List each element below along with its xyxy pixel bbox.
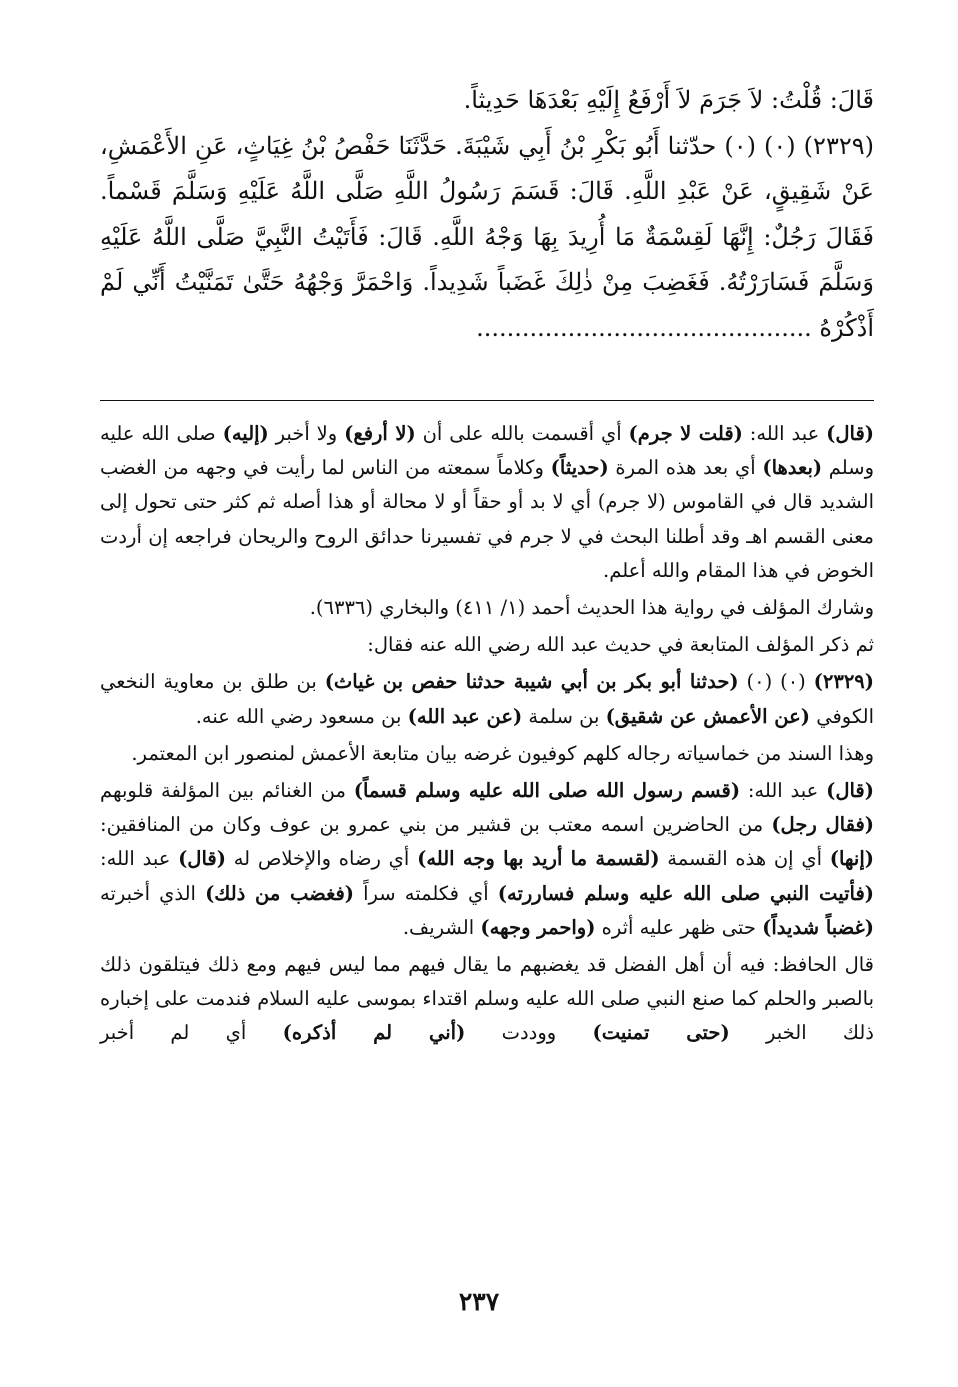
bold-quote: (لقسمة ما أريد بها وجه الله) [417, 847, 660, 871]
commentary-paragraph: وشارك المؤلف في رواية هذا الحديث أحمد (١/ ٤١١) والبخاري (٦٣٣٦). [309, 596, 874, 620]
bold-quote: (قال) [826, 422, 875, 445]
page-number: ٢٣٧ [458, 1287, 500, 1316]
main-hadith-text [100, 78, 874, 351]
bold-quote: (واحمر وجهه) [480, 915, 596, 939]
bold-quote: (قال) [178, 847, 226, 871]
main-hadith-paragraph: (٢٣٢٩) (٠) (٠) حدّثنا أَبُو بَكْرِ بْنُ أَبِي شَيْبَةَ. حَدَّثَنَا حَفْصُ بْنُ غِيَاثٍ، عَنِ الأَعْمَشِ، عَنْ شَقِيقٍ، عَنْ عَبْدِ اللَّهِ. قَالَ: قَسَمَ رَسُولُ اللَّهِ صَلَّى اللَّهُ عَلَيْهِ وَسَلَّمَ قَسْماً. فَقَالَ رَجُلٌ: إِنَّهَا لَقِسْمَةٌ مَا أُرِيدَ بِهَا وَجْهُ اللَّهِ. قَالَ: فَأَتَيْتُ النَّبِيَّ صَلَّى اللَّهُ عَلَيْهِ وَسَلَّمَ فَسَارَرْتُهُ. فَغَضِبَ مِنْ ذٰلِكَ غَضَباً شَدِيداً. وَاحْمَرَّ وَجْهُهُ حَتَّىٰ تَمَنَّيْتُ أَنِّي لَمْ أَذْكُرْهُ ............................................ [100, 131, 874, 342]
bold-quote: (إليه) [222, 422, 269, 445]
bold-quote: (قال) [826, 779, 874, 803]
bold-quote: (أني لم أذكره) [282, 1021, 466, 1045]
main-line-1: قَالَ: قُلْتُ: لاَ جَرَمَ لاَ أَرْفَعُ إِلَيْهِ بَعْدَهَا حَدِيثاً. [463, 86, 874, 114]
bold-quote: (لا أرفع) [344, 422, 416, 445]
bold-quote: (غضباً شديداً) [762, 915, 874, 939]
bold-quote: (قسم رسول الله صلى الله عليه وسلم قسماً) [353, 779, 741, 803]
commentary-paragraph: ثم ذكر المؤلف المتابعة في حديث عبد الله رضي الله عنه فقال: [367, 633, 874, 657]
bold-quote: (عن الأعمش عن شقيق) [605, 704, 811, 728]
bold-quote: (عن عبد الله) [407, 704, 523, 728]
commentary-paragraph: (قال) عبد الله: (قسم رسول الله صلى الله عليه وسلم قسماً) من الغنائم بين المؤلفة قلوبهم (فقال رجل) من الحاضرين اسمه معتب بن قشير من بني عمرو بن عوف وكان من المنافقين: (إنها) أي إن هذه القسمة (لقسمة ما أريد بها وجه الله) أي رضاه والإخلاص له (قال) عبد الله: (فأتيت النبي صلى الله عليه وسلم فساررته) أي فكلمته سراً (فغضب من ذلك) الذي أخبرته (غضباً شديداً) حتى ظهر عليه أثره (واحمر وجهه) الشريف. [100, 779, 874, 939]
bold-quote: (حدثنا أبو بكر بن أبي شيبة حدثنا حفص بن غياث) [324, 670, 739, 694]
commentary-paragraph: (قال) عبد الله: (قلت لا جرم) أي أقسمت بالله على أن (لا أرفع) ولا أخبر (إليه) صلى الله عليه وسلم (بعدها) أي بعد هذه المرة (حديثاً) وكلاماً سمعته من الناس لما رأيت في وجهه من الغضب الشديد قال في القاموس (لا جرم) أي لا بد أو حقاً أو لا محالة أو هذا أصله ثم كثر حتى تحول إلى معنى القسم اهـ وقد أطلنا البحث في لا جرم في تفسيرنا حدائق الروح والريحان فراجعه إن أردت الخوض في هذا المقام والله أعلم. [100, 422, 875, 582]
bold-quote: (حتى تمنيت) [592, 1021, 730, 1045]
bold-quote: (فقال رجل) [771, 813, 874, 837]
bold-quote: (حديثاً) [550, 456, 609, 480]
commentary-section [100, 417, 874, 1051]
commentary-paragraph: قال الحافظ: فيه أن أهل الفضل قد يغضبهم ما يقال فيهم مما ليس فيهم ومع ذلك فيتلقون ذلك بالصبر والحلم كما صنع النبي صلى الله عليه وسلم اقتداء بموسى عليه السلام فندمت على إخباره ذلك الخبر (حتى تمنيت) ووددت (أني لم أذكره) أي لم أخبر [100, 953, 874, 1045]
bold-quote: (٢٣٢٩) [813, 670, 875, 694]
commentary-paragraph: وهذا السند من خماسياته رجاله كلهم كوفيون غرضه بيان متابعة الأعمش لمنصور ابن المعتمر. [131, 741, 874, 765]
bold-quote: (بعدها) [762, 456, 823, 480]
bold-quote: (فغضب من ذلك) [205, 881, 355, 905]
bold-quote: (قلت لا جرم) [628, 422, 743, 445]
bold-quote: (إنها) [829, 847, 874, 871]
commentary-paragraph: (٢٣٢٩) (٠) (٠) (حدثنا أبو بكر بن أبي شيبة حدثنا حفص بن غياث) بن طلق بن معاوية النخعي الكوفي (عن الأعمش عن شقيق) بن سلمة (عن عبد الله) بن مسعود رضي الله عنه. [100, 670, 875, 728]
bold-quote: (فأتيت النبي صلى الله عليه وسلم فساررته) [497, 881, 874, 905]
footnote-separator [100, 400, 874, 401]
